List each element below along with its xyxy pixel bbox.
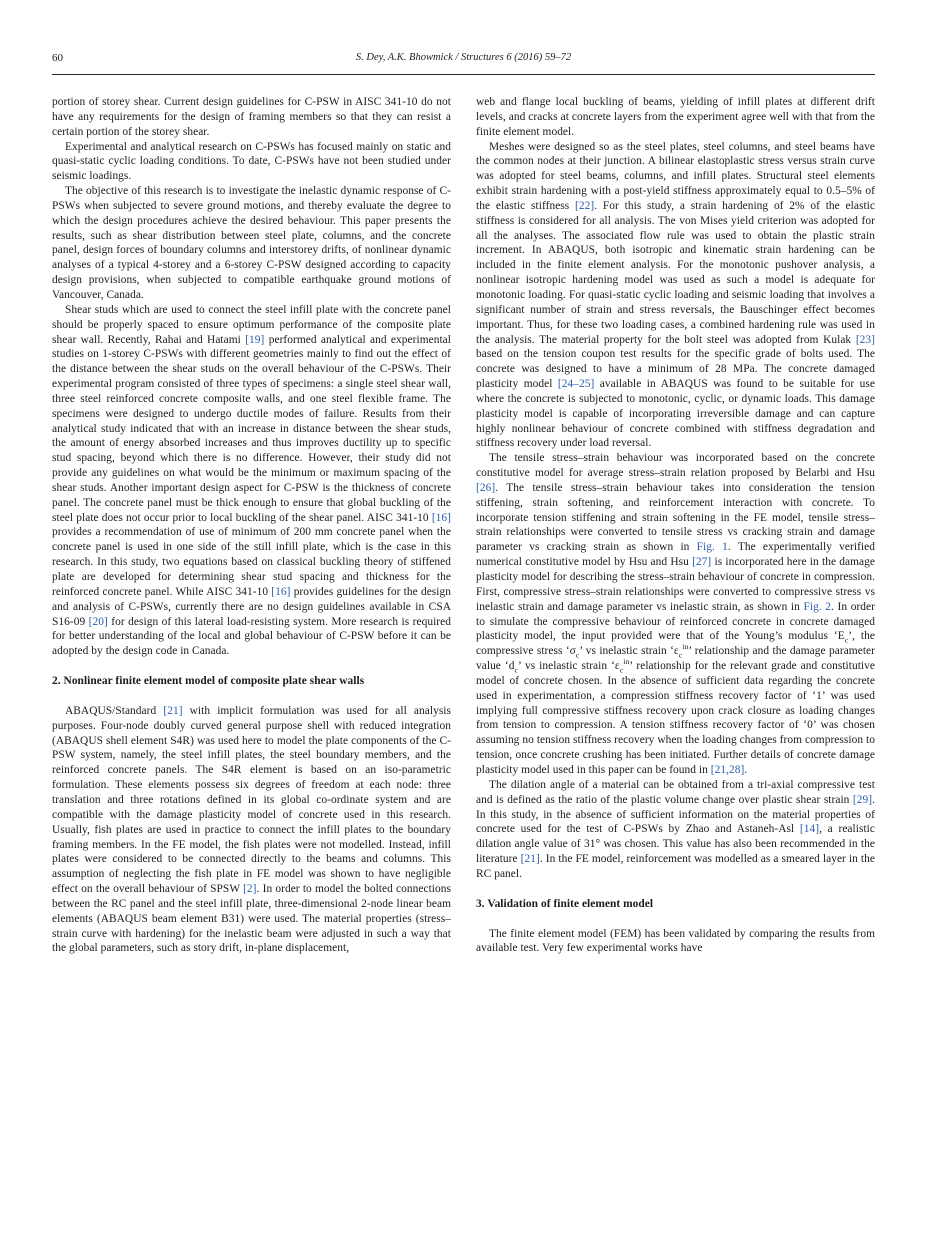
citation-link[interactable]: [22] [575,199,595,212]
page-number: 60 [52,52,63,64]
text-run: c [575,650,580,660]
citation-link[interactable]: [23] [855,333,875,346]
paragraph [476,140,875,452]
page-header [52,52,875,68]
running-head: S. Dey, A.K. Bhowmick / Structures 6 (2016) 59–72 [355,52,572,63]
citation-link[interactable]: [26] [476,481,496,494]
paragraph [476,927,875,957]
paragraph [52,704,451,956]
text-run: ’ vs inelastic strain ‘ε [579,645,679,658]
text-run: based on the tension coupon test results for the specific grade of bolts used. The concrete was designed to have a minimum of 28 MPa. The concrete damaged plasticity model [476,348,875,391]
text-run: ’ relationship for the relevant grade and constitutive model of concrete chosen. In the absence of sufficient data regarding the concrete used in experimentation, a compression stiffness recovery factor of ‘1’ was used implying full compressive stiffness recovery upon crack closure as loading changes from tension to compression. A tension stiffness recovery factor of ‘0’ was chosen assuming no tension stiffness recovery when the loading changes from compression to tension, once concrete crushing has been initiated. Further details of concrete damage plasticity model used in this paper can be found in [476,660,875,776]
citation-link[interactable]: [19] [245,333,265,346]
text-run: The dilation angle of a material can be obtained from a tri-axial compressive test and is defined as the ratio of the plastic volume change over plastic shear strain [476,778,875,806]
text-run: The tensile stress–strain behaviour was incorporated based on the concrete constitutive model for average stress–strain relation proposed by Belarbi and Hsu [476,452,875,480]
two-column-body [52,95,875,956]
paragraph [52,184,451,303]
text-run: . In the FE model, reinforcement was modelled as a smeared layer in the RC panel. [476,853,875,880]
citation-link[interactable]: [16] [271,585,291,598]
paragraph [476,95,875,140]
text-run: in [682,642,689,652]
text-run: with implicit formulation was used for all analysis purposes. Four-node doubly curved general purpose shell with reduced integration (ABAQUS shell element S4R) was used here to model the plate components of the C-PSW system, namely, the steel infill plates, the steel boundary members, and the reinforced concrete panels. The S4R element is based on an iso-parametric formulation. These elements possess six degrees of freedom at each node: three translation and three rotations defined in its global co-ordinate system and are compatible with the damage plasticity model of concrete used in this research. Usually, fish plates are used in practice to connect the infill plates to the boundary framing members. In the FE model, the fish plates were not modelled. Instead, infill plates were considered to be connected directly to the beams and columns. This assumption of neglecting the fish plate in FE model was shown to have negligible effect on the overall behaviour of SPSW [52,704,452,896]
text-run: . In order to simulate the compressive behaviour of reinforced concrete in concrete damaged plasticity model, the input provided were that of the Young’s modulus ‘E [476,600,875,643]
citation-link[interactable]: Fig. 1 [696,541,728,554]
section-heading: 3. Validation of finite element model [476,897,654,910]
right-column [476,95,875,956]
citation-link[interactable]: [27] [692,556,712,569]
text-run: performed analytical and experimental studies on 1-storey C-PSWs with different geometries mainly to find out the effect of the distance between the shear studs on the overall behaviour of the C-PSWs. Their experimental program consisted of three types of specimens: a single steel shear wall, three steel reinforced concrete composite walls, and one steel flexible frame. The specimens were designed to undergo ductile modes of failure. Results from their analytical study indicated that with an increase in distance between the shear studs, the amount of energy absorbed increases and thus improves ductility up to specific stud spacing, beyond which there is no difference. However, their study did not provide any guidelines on what would be the minimum or maximum spacing of the shear studs. Another important design aspect for C-PSW is the thickness of concrete panel. The concrete panel must be thick enough to ensure that global buckling of the steel plate does not occur prior to local buckling of the shear panel. AISC 341-10 [52,333,451,524]
text-run: c [844,635,849,645]
citation-link[interactable]: [21] [163,704,183,717]
text-run: Shear studs which are used to connect the steel infill plate with the concrete panel should be properly spaced to ensure optimum performance of the composite plate shear wall. Recently, Rahai and Hatami [52,303,451,346]
text-run: ABAQUS/Standard [65,704,164,717]
text-run: c [619,665,624,675]
text-run: Meshes were designed so as the steel plates, steel columns, and steel beams have the common nodes at their junction. A bilinear elastoplastic stress versus strain curve was adopted for steel beams, columns, and infill plates. Structural steel elements exhibit strain hardening with a post-yield stiffness approximately equal to 0.5–5% of the elastic stiffness [476,140,875,212]
text-run: for design of this lateral load-resisting system. More research is required for better understanding of the local and global behaviour of C-PSW before it can be adopted by the design code in Canada. [52,615,451,658]
text-run: . In this study, in the absence of sufficient information on the material properties of concrete used for the test of C-PSWs by Zhao and Astaneh-Asl [476,793,875,836]
left-column [52,95,451,956]
text-run: , a realistic dilation angle value of 31° was chosen. This value has also been recommended in the literature [476,823,875,866]
text-run: The objective of this research is to investigate the inelastic dynamic response of C-PSWs when subjected to severe ground motions, and thereby evaluate the degree to which the design procedures achieve the desired behaviour. This paper presents the results, such as shear distribution between steel plate, columns, and the concrete panel, design forces of boundary columns and interstorey drifts, of nonlinear dynamic analyses of a typical 4-storey and a 6-storey C-PSW designed according to capacity design provisions, when subjected to compatible earthquake ground motions of Vancouver, Canada. [52,185,451,301]
text-run: web and flange local buckling of beams, yielding of infill plates at different drift levels, and cracks at concrete layers from the experiment agree well with that from the finite element model. [476,96,875,138]
citation-link[interactable]: [20] [88,615,108,628]
section-heading: 2. Nonlinear finite element model of composite plate shear walls [52,675,365,688]
header-rule [52,74,875,75]
citation-link[interactable]: [14] [799,823,820,836]
paragraph [52,95,451,140]
paragraph [52,303,451,659]
text-run: in [623,657,630,667]
text-run: . [744,763,748,776]
citation-link[interactable]: Fig. 2 [803,600,832,613]
text-run: is incorporated here in the damage plasticity model for describing the stress–strain behaviour of concrete in compression. First, compressive stress–strain relationships were converted to compressive stress vs inelastic strain and damage parameter vs inelastic strain, as shown in [476,556,875,613]
text-run: provides guidelines for the design and analysis of C-PSWs, currently there are no design guidelines available in CSA S16-09 [52,585,451,628]
citation-link[interactable]: [2] [243,883,257,896]
citation-link[interactable]: [29] [852,793,873,806]
text-run: portion of storey shear. Current design guidelines for C-PSW in AISC 341-10 do not have any requirements for the design of framing members so that they can resist a certain portion of the storey shear. [52,96,451,138]
text-run: ’ relationship and the damage parameter value ‘d [476,645,875,673]
text-run: c [678,650,683,660]
citation-link[interactable]: [16] [431,511,451,524]
citation-link[interactable]: [24–25] [557,378,595,391]
text-run: Experimental and analytical research on C-PSWs has focused mainly on static and quasi-static cyclic loading conditions. To date, C-PSWs have not been studied under seismic loadings. [52,140,451,183]
text-run: available in ABAQUS was found to be suitable for use where the concrete is subjected to monotonic, cyclic, or dynamic loads. This damage plasticity model is capable of incorporating irreversible damage and can capture highly nonlinear behaviour of concrete combined with stiffness degradation and stiffness recovery under load reversal. [476,378,875,450]
paragraph [52,140,451,185]
text-run: . The tensile stress–strain behaviour takes into consideration the tension stiffening, strain softening, and reinforcement interaction with concrete. To incorporate tension stiffening and strain softening in the FE model, tensile stress–strain relationships were converted to tensile stress vs cracking strain and damage parameter vs cracking strain as shown in [476,481,875,554]
text-run: ’, the compressive stress ‘σ [476,630,875,658]
citation-link[interactable]: [21] [520,853,540,866]
paragraph [476,451,875,778]
text-run: . In order to model the bolted connections between the RC panel and the steel infill plate, three-dimensional 2-node linear beam elements (ABAQUS beam element B31) were used. The material properties (stress–strain curve with hardening) for the inelastic beam were adjusted in such a way that the global parameters, such as story drift, in-plane displacement, [52,883,451,955]
text-run: c [514,665,518,675]
text-run: . For this study, a strain hardening of 2% of the elastic stiffness is considered for all analysis. The von Mises yield criterion was adopted for all the analyses. The associated flow rule was used to obtain the plastic strain increment. In ABAQUS, both isotropic and kinematic strain hardening can be included in the finite element analysis. For the monotonic pushover analysis, a nonlinear isotropic hardening model was used as such a model is adequate for monotonic loading. For quasi-static cyclic loading and seismic loading that involves a significant number of strain and stress reversals, the Bauschinger effect becomes important. Thus, for these two loading cases, a combined hardening rule was used in the analysis. The material property for the bolt steel was adopted from Kulak [476,199,875,346]
text-run: ’ vs inelastic strain ‘ε [517,660,620,673]
text-run: . The experimentally verified numerical constitutive model by Hsu and Hsu [476,541,875,569]
text-run: provides a recommendation of use of minimum of 200 mm concrete panel when the concrete panel is used in one side of the still infill plate, which is the case in this research. In this study, two equations based on classical buckling theory of stiffened plate are developed for determining shear stud spacing and thickness for the reinforced concrete panel. While AISC 341-10 [52,526,451,598]
paragraph [476,778,875,882]
text-run: The finite element model (FEM) has been validated by comparing the results from available test. Very few experimental works have [476,927,875,955]
citation-link[interactable]: [21,28] [710,763,745,776]
